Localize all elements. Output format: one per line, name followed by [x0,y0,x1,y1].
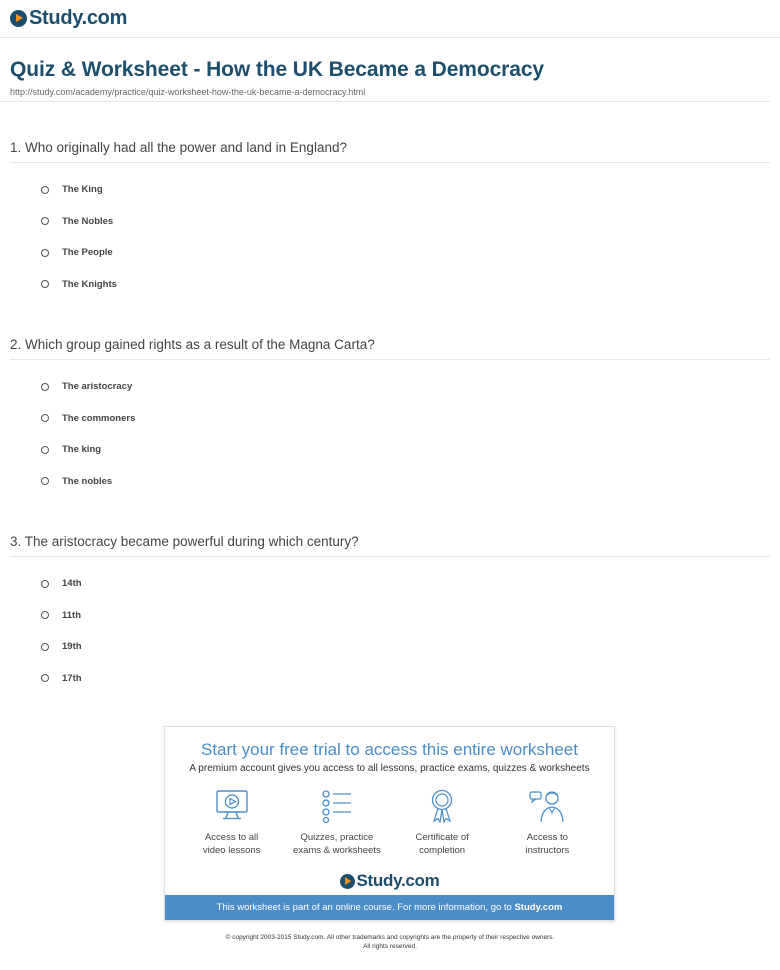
radio-icon[interactable] [41,643,49,651]
radio-icon[interactable] [41,446,49,454]
feature-certificate [392,789,492,857]
study-logo[interactable] [10,7,127,30]
video-lesson-icon [214,789,250,823]
promo-bar-text: This worksheet is part of an online course. For more information, go to [216,902,515,913]
question-text: 2. Which group gained rights as a result of the Magna Carta? [10,337,770,360]
feature-label: Quizzes, practice exams & worksheets [293,832,381,856]
question-text: 3. The aristocracy became powerful during which century? [10,534,770,557]
choice-label: The Knights [62,278,117,290]
radio-icon[interactable] [41,249,49,257]
feature-label: Certificate of completion [415,832,469,856]
radio-icon[interactable] [41,186,49,194]
choice-label: 14th [62,578,82,590]
feature-instructors [497,789,597,857]
answer-choice[interactable] [41,209,770,241]
answer-choice[interactable] [41,177,770,209]
radio-icon[interactable] [41,674,49,682]
play-logo-icon [10,10,27,27]
page-url: http://study.com/academy/practice/quiz-worksheet-how-the-uk-became-a-democracy.html [10,87,366,97]
choice-label: The commoners [62,412,136,424]
answer-choices [41,177,770,303]
rights-line: All rights reserved. [363,943,417,950]
radio-icon[interactable] [41,611,49,619]
answer-choice[interactable] [41,437,770,469]
play-logo-icon [340,874,355,889]
radio-icon[interactable] [41,414,49,422]
header-divider [0,37,780,38]
logo-text: Study.com [29,7,128,29]
choice-label: The People [62,247,113,259]
radio-icon[interactable] [41,383,49,391]
answer-choice[interactable] [41,240,770,272]
promo-study-logo[interactable] [165,871,614,891]
promo-headline[interactable]: Start your free trial to access this entire worksheet [201,740,578,759]
choice-label: The Nobles [62,215,114,227]
radio-icon[interactable] [41,280,49,288]
answer-choice[interactable] [41,469,770,501]
quiz-list-icon [319,789,355,823]
answer-choice[interactable] [41,272,770,304]
answer-choice[interactable] [41,374,770,406]
choice-label: The King [62,184,103,196]
radio-icon[interactable] [41,477,49,485]
free-trial-promo[interactable] [164,726,615,921]
choice-label: The nobles [62,475,113,487]
feature-label: Access to all video lessons [202,832,261,856]
choice-label: 19th [62,641,82,653]
choice-label: 11th [62,609,82,621]
feature-quizzes [287,789,387,857]
copyright-line: © copyright 2003-2015 Study.com. All other trademarks and copyrights are the property of their respective owners. [225,934,555,941]
choice-label: 17th [62,672,82,684]
radio-icon[interactable] [41,217,49,225]
copyright-notice [0,933,780,951]
page-title: Quiz & Worksheet - How the UK Became a Democracy [10,58,544,81]
radio-icon[interactable] [41,580,49,588]
question-2 [10,337,770,500]
answer-choices [41,571,770,697]
answer-choice[interactable] [41,666,770,698]
answer-choice[interactable] [41,571,770,603]
answer-choice[interactable] [41,603,770,635]
choice-label: The aristocracy [62,381,133,393]
answer-choices [41,374,770,500]
study-link[interactable]: Study.com [514,902,563,913]
answer-choice[interactable] [41,406,770,438]
feature-label: Access to instructors [525,832,570,856]
question-3 [10,534,770,697]
question-text: 1. Who originally had all the power and land in England? [10,140,770,163]
url-divider [0,101,770,102]
promo-info-bar [165,895,614,920]
choice-label: The king [62,444,102,456]
promo-logo-text: Study.com [356,871,440,890]
answer-choice[interactable] [41,634,770,666]
promo-features [165,789,614,857]
promo-subline: A premium account gives you access to all lessons, practice exams, quizzes & worksheets [189,763,590,774]
feature-video-lessons [182,789,282,857]
instructor-icon [529,789,565,823]
certificate-ribbon-icon [424,789,460,823]
question-1 [10,140,770,303]
